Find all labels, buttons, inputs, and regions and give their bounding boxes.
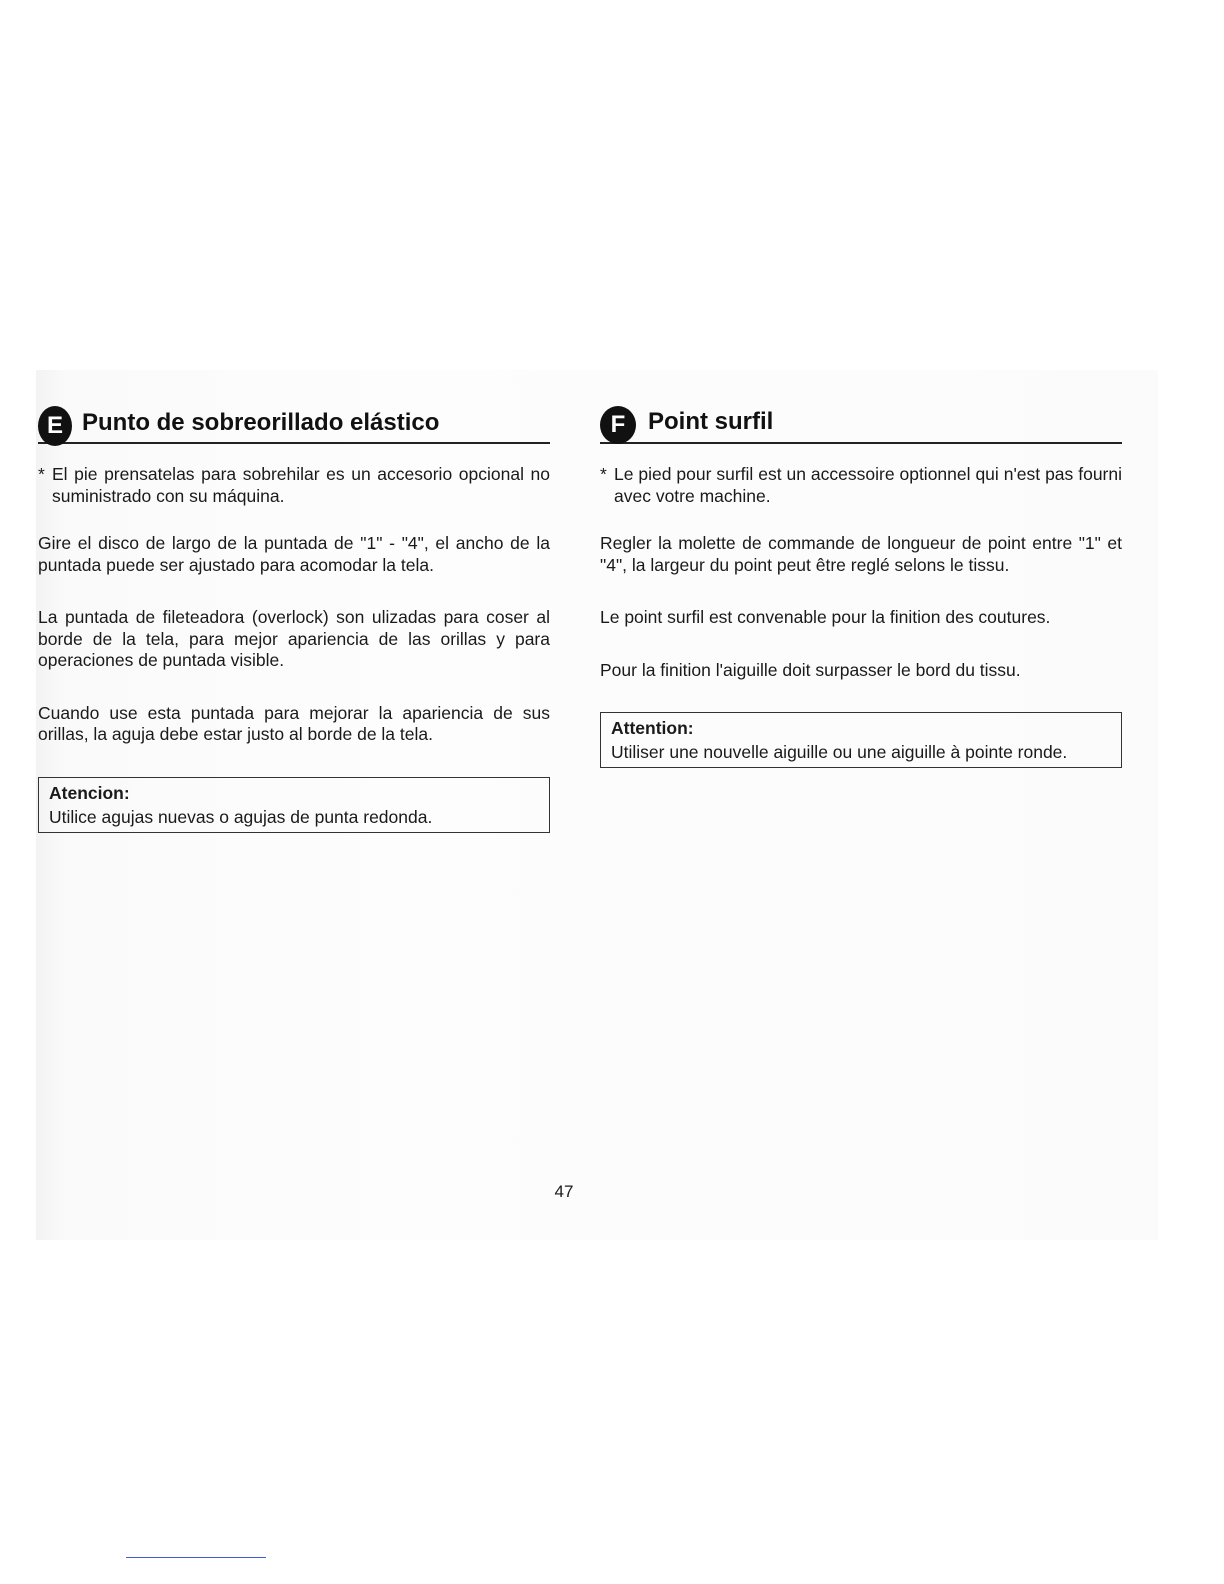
bottom-rule [126,1557,266,1558]
spanish-attention-text: Utilice agujas nuevas o agujas de punta redonda. [49,806,433,827]
french-note-text: Le pied pour surfil est un accessoire optionnel qui n'est pas fourni avec votre machine. [614,464,1122,506]
spanish-section-header [38,402,550,444]
page-number: 47 [554,1182,574,1201]
spanish-section-title: Punto de sobreorillado elástico [82,409,440,436]
language-badge-e: E [38,406,72,446]
language-badge-f: F [600,406,636,444]
spanish-attention-box [38,777,550,833]
spanish-paragraph-3: Cuando use esta puntada para mejorar la apariencia de sus orillas, la aguja debe estar justo al borde de la tela. [38,702,550,744]
french-paragraph-2: Le point surfil est convenable pour la finition des coutures. [600,607,1051,627]
french-section [600,402,1122,768]
spanish-section [38,402,550,833]
french-section-header [600,402,1122,444]
french-section-title: Point surfil [648,408,774,435]
asterisk-marker: * [38,464,45,484]
spanish-paragraph-1: Gire el disco de largo de la puntada de "1" - "4", el ancho de la puntada puede ser ajustado para acomodar la tela. [38,533,550,575]
french-attention-box [600,712,1122,768]
french-accessory-note [600,464,1122,507]
spanish-note-text: El pie prensatelas para sobrehilar es un accesorio opcional no suministrado con su máquina. [52,464,550,506]
french-paragraph-3: Pour la finition l'aiguille doit surpasser le bord du tissu. [600,659,1021,680]
spanish-paragraph-2: La puntada de fileteadora (overlock) son ulizadas para coser al borde de la tela, para mejor apariencia de las orillas y para operaciones de puntada visible. [38,607,550,670]
french-attention-text: Utiliser une nouvelle aiguille ou une aiguille à pointe ronde. [611,742,1068,762]
asterisk-marker: * [600,464,607,484]
french-attention-title: Attention: [611,718,694,738]
spanish-accessory-note [38,464,550,507]
spanish-attention-title: Atencion: [49,782,130,803]
french-paragraph-1: Regler la molette de commande de longueur de point entre "1" et "4", la largeur du point peut être reglé selons le tissu. [600,533,1122,575]
